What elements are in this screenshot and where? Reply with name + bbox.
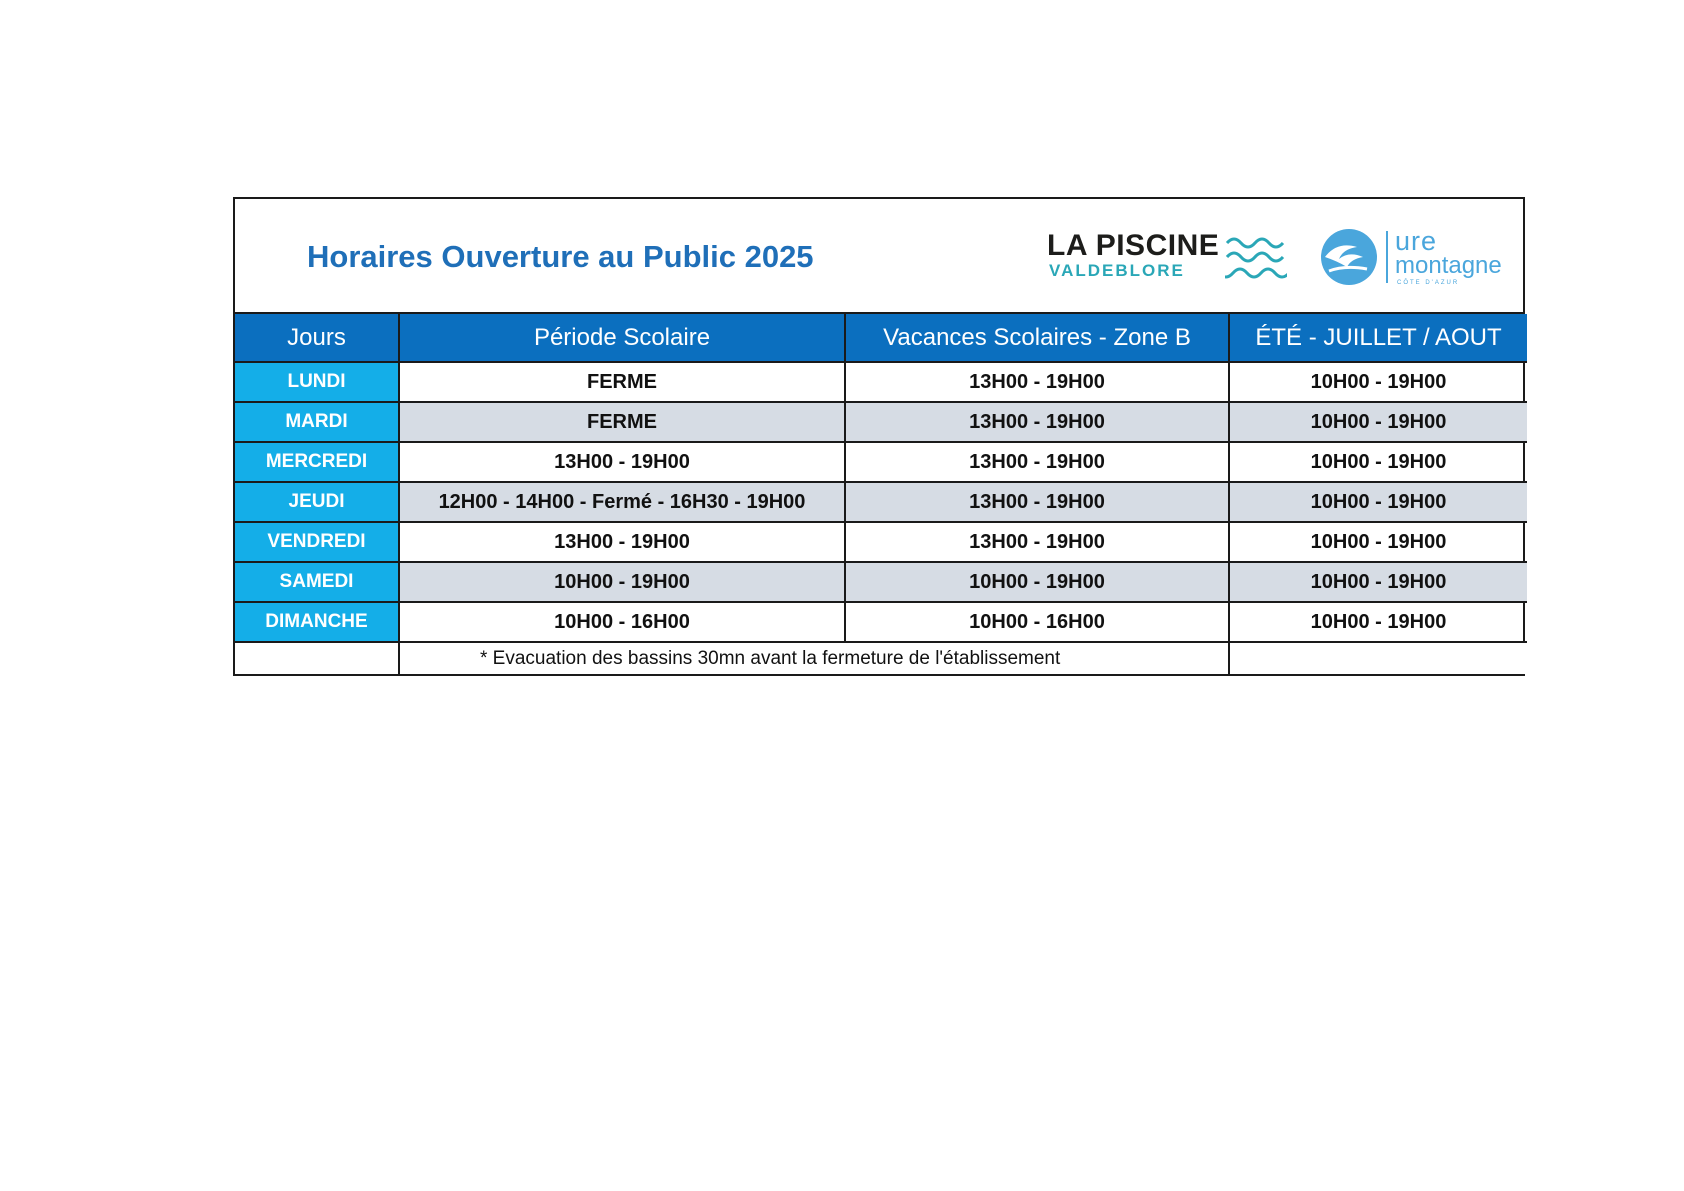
waves-icon (1225, 235, 1287, 281)
ete-cell: 10H00 - 19H00 (1229, 362, 1527, 402)
table-row (235, 562, 1527, 602)
note-empty-cell (235, 642, 399, 674)
evacuation-note: * Evacuation des bassins 30mn avant la fermeture de l'établissement (399, 642, 1229, 674)
vacances-cell: 10H00 - 19H00 (845, 562, 1229, 602)
ete-cell: 10H00 - 19H00 (1229, 442, 1527, 482)
scolaire-cell: 10H00 - 16H00 (399, 602, 845, 642)
schedule-sheet (233, 197, 1525, 676)
col-header-periode-scolaire: Période Scolaire (399, 314, 845, 362)
day-cell: LUNDI (235, 362, 399, 402)
col-header-ete: ÉTÉ - JUILLET / AOUT (1229, 314, 1527, 362)
day-cell: SAMEDI (235, 562, 399, 602)
col-header-jours: Jours (235, 314, 399, 362)
wave-circle-icon (1319, 227, 1381, 287)
logo-azur-line3: CÔTE D'AZUR (1397, 280, 1460, 286)
ete-cell: 10H00 - 19H00 (1229, 562, 1527, 602)
table-row (235, 482, 1527, 522)
scolaire-cell: FERME (399, 362, 845, 402)
ete-cell: 10H00 - 19H00 (1229, 522, 1527, 562)
table-row (235, 522, 1527, 562)
logo-divider (1386, 231, 1388, 283)
schedule-table (235, 314, 1527, 674)
note-row (235, 642, 1527, 674)
scolaire-cell: 12H00 - 14H00 - Fermé - 16H30 - 19H00 (399, 482, 845, 522)
logo-la-piscine (1047, 229, 1287, 285)
table-row (235, 442, 1527, 482)
header-banner (235, 199, 1523, 314)
ete-cell: 10H00 - 19H00 (1229, 602, 1527, 642)
logo-azur-montagne (1319, 227, 1509, 289)
day-cell: MARDI (235, 402, 399, 442)
scolaire-cell: 13H00 - 19H00 (399, 522, 845, 562)
scolaire-cell: 10H00 - 19H00 (399, 562, 845, 602)
table-row (235, 362, 1527, 402)
table-header-row (235, 314, 1527, 362)
day-cell: DIMANCHE (235, 602, 399, 642)
logo-piscine-line2: VALDEBLORE (1049, 261, 1185, 280)
scolaire-cell: 13H00 - 19H00 (399, 442, 845, 482)
logo-piscine-line1: LA PISCINE (1047, 229, 1220, 262)
day-cell: MERCREDI (235, 442, 399, 482)
ete-cell: 10H00 - 19H00 (1229, 482, 1527, 522)
logo-azur-line1: ure (1395, 226, 1438, 256)
vacances-cell: 13H00 - 19H00 (845, 442, 1229, 482)
day-cell: JEUDI (235, 482, 399, 522)
table-row (235, 402, 1527, 442)
logo-azur-line2: montagne (1395, 252, 1502, 279)
ete-cell: 10H00 - 19H00 (1229, 402, 1527, 442)
vacances-cell: 13H00 - 19H00 (845, 402, 1229, 442)
vacances-cell: 13H00 - 19H00 (845, 522, 1229, 562)
note-empty-cell (1229, 642, 1527, 674)
vacances-cell: 13H00 - 19H00 (845, 362, 1229, 402)
vacances-cell: 13H00 - 19H00 (845, 482, 1229, 522)
scolaire-cell: FERME (399, 402, 845, 442)
page-title: Horaires Ouverture au Public 2025 (307, 239, 814, 274)
table-row (235, 602, 1527, 642)
day-cell: VENDREDI (235, 522, 399, 562)
vacances-cell: 10H00 - 16H00 (845, 602, 1229, 642)
col-header-vacances-scolaires: Vacances Scolaires - Zone B (845, 314, 1229, 362)
